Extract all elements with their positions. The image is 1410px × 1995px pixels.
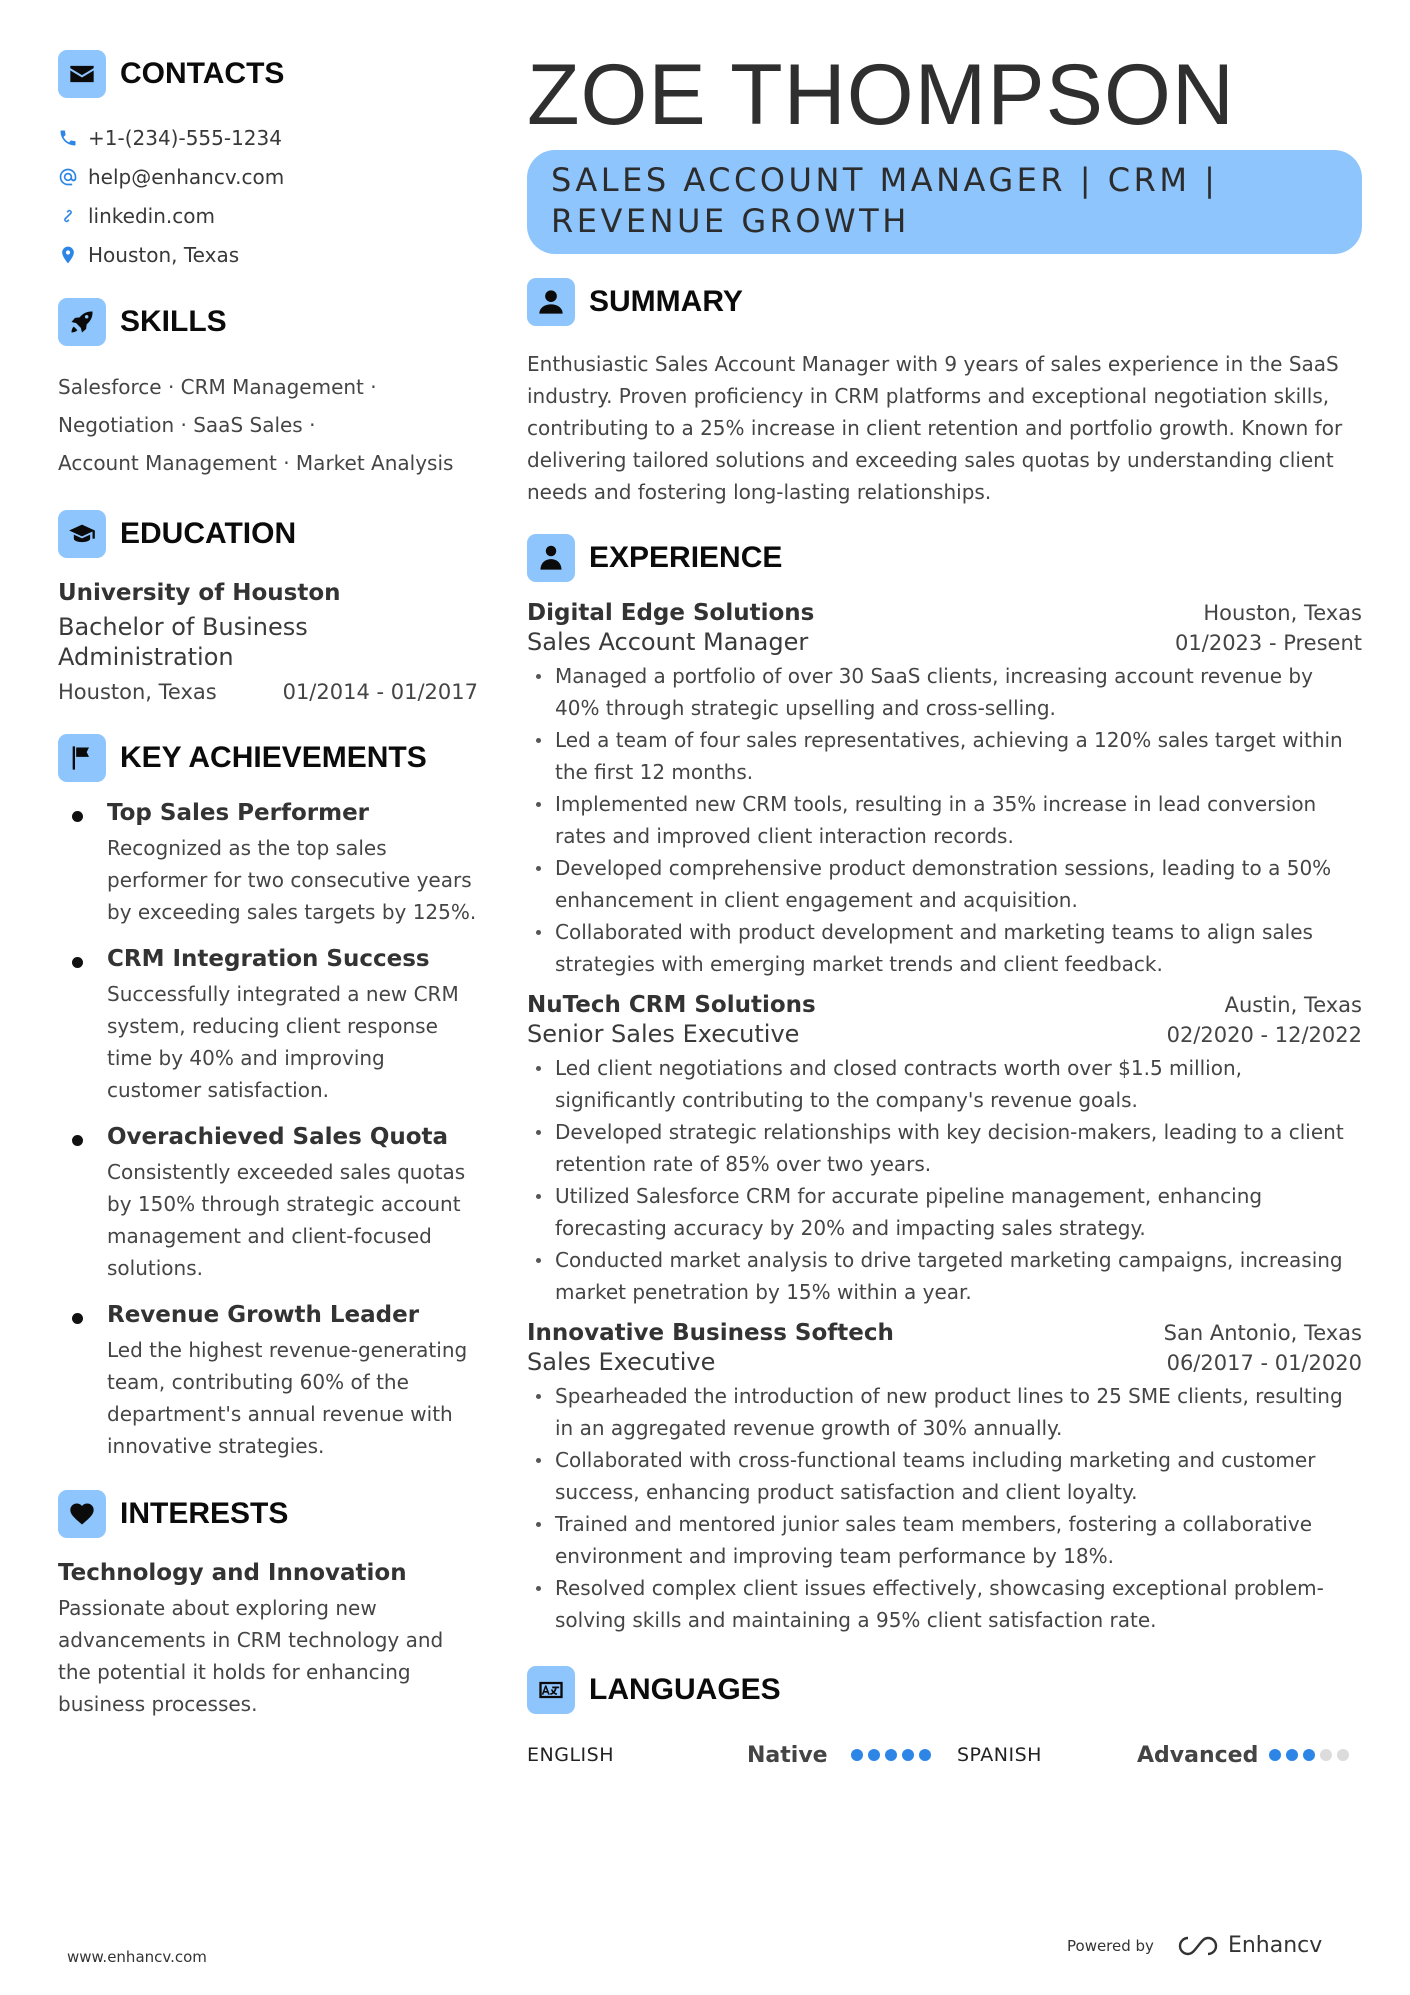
skills-line: Account Management · Market Analysis [58, 451, 454, 475]
envelope-icon [58, 50, 106, 98]
interests-section [58, 1490, 478, 1720]
job-role-row [527, 1348, 1362, 1376]
link-icon [58, 206, 78, 226]
job-title-banner [527, 150, 1362, 254]
summary-header [527, 278, 1362, 326]
achievement-item [58, 800, 478, 928]
contact-location [58, 235, 478, 274]
experience-title: EXPERIENCE [589, 541, 783, 574]
job-bullet: Led a team of four sales representatives, achieving a 120% sales target within the first 12 months. [527, 724, 1362, 788]
interests-header [58, 1490, 478, 1538]
job-dates: 06/2017 - 01/2020 [1166, 1351, 1362, 1375]
job-entry [527, 600, 1362, 980]
experience-header [527, 534, 1362, 582]
achievement-title: CRM Integration Success [107, 946, 430, 972]
achievement-desc: Led the highest revenue-generating team, contributing 60% of the department's annual revenue with innovative strategies. [107, 1338, 468, 1458]
job-bullet: Collaborated with cross-functional teams including marketing and customer success, enhancing product satisfaction and client loyalty. [527, 1444, 1362, 1508]
job-header-row [527, 992, 1362, 1018]
skills-line: Negotiation · SaaS Sales · [58, 413, 316, 437]
achievements-title: KEY ACHIEVEMENTS [120, 741, 427, 774]
languages-title: LANGUAGES [589, 1673, 781, 1706]
brand-name: Enhancv [1227, 1933, 1323, 1958]
contacts-section [58, 50, 478, 274]
job-bullets [527, 1052, 1362, 1308]
bullet-icon [72, 811, 83, 822]
footer-branding [1067, 1933, 1322, 1958]
contact-location-text: Houston, Texas [88, 242, 240, 267]
job-title-line: SALES ACCOUNT MANAGER | CRM | [551, 161, 1219, 199]
summary-title: SUMMARY [589, 285, 743, 318]
contact-email[interactable] [58, 157, 478, 196]
achievement-desc: Recognized as the top sales performer for two consecutive years by exceeding sales targets by 125%. [107, 836, 477, 924]
achievement-title: Top Sales Performer [107, 800, 370, 826]
bullet-icon [72, 957, 83, 968]
job-bullet: Trained and mentored junior sales team members, fostering a collaborative environment and improving team performance by 18%. [527, 1508, 1362, 1572]
job-bullets [527, 660, 1362, 980]
job-company: NuTech CRM Solutions [527, 992, 816, 1018]
education-section [58, 510, 478, 704]
skills-line: Salesforce · CRM Management · [58, 375, 377, 399]
job-role: Sales Executive [527, 1348, 716, 1376]
rocket-icon [58, 298, 106, 346]
heart-icon [58, 1490, 106, 1538]
education-header [58, 510, 478, 558]
job-bullet: Spearheaded the introduction of new product lines to 25 SME clients, resulting in an aggregated revenue growth of 30% annually. [527, 1380, 1362, 1444]
right-column [527, 48, 1362, 1770]
rating-dot-filled [902, 1749, 914, 1761]
flag-icon [58, 734, 106, 782]
job-header-row [527, 1320, 1362, 1346]
achievements-header [58, 734, 478, 782]
skills-title: SKILLS [120, 305, 227, 338]
education-degree: Bachelor of Business Administration [58, 613, 308, 671]
job-role: Sales Account Manager [527, 628, 809, 656]
achievement-item [58, 1302, 478, 1462]
rating-dot-filled [885, 1749, 897, 1761]
interests-title: INTERESTS [120, 1497, 289, 1530]
job-bullet: Utilized Salesforce CRM for accurate pipeline management, enhancing forecasting accuracy by 20% and impacting sales strategy. [527, 1180, 1362, 1244]
job-bullet: Developed strategic relationships with key decision-makers, leading to a client retention rate of 85% over two years. [527, 1116, 1362, 1180]
job-company: Digital Edge Solutions [527, 600, 815, 626]
contacts-title: CONTACTS [120, 57, 285, 90]
candidate-name: ZOE THOMPSON [527, 47, 1236, 143]
language-level: Advanced [1137, 1742, 1259, 1768]
language-name: SPANISH [957, 1744, 1042, 1766]
skills-section [58, 298, 478, 482]
graduation-cap-icon [58, 510, 106, 558]
languages-row [527, 1740, 1362, 1770]
job-entry [527, 1320, 1362, 1636]
brand-logo[interactable] [1176, 1933, 1322, 1958]
achievement-item [58, 1124, 478, 1284]
contact-list [58, 118, 478, 274]
languages-header [527, 1666, 1362, 1714]
job-entry [527, 992, 1362, 1308]
rating-dot-filled [851, 1749, 863, 1761]
contact-email-text: help@enhancv.com [88, 164, 285, 189]
job-location: Austin, Texas [1224, 993, 1362, 1017]
education-school: University of Houston [58, 580, 341, 606]
job-role: Senior Sales Executive [527, 1020, 800, 1048]
job-location: Houston, Texas [1203, 601, 1362, 625]
businessman-icon [527, 534, 575, 582]
job-bullet: Led client negotiations and closed contracts worth over $1.5 million, significantly contributing to the company's revenue goals. [527, 1052, 1362, 1116]
job-title-line: REVENUE GROWTH [551, 202, 910, 240]
interest-title: Technology and Innovation [58, 1560, 407, 1586]
rating-dot-filled [1286, 1749, 1298, 1761]
rating-dot-empty [1320, 1749, 1332, 1761]
experience-section [527, 534, 1362, 1636]
achievement-title: Overachieved Sales Quota [107, 1124, 449, 1150]
job-bullets [527, 1380, 1362, 1636]
interest-desc: Passionate about exploring new advancements in CRM technology and the potential it holds for enhancing business processes. [58, 1596, 444, 1716]
rating-dot-filled [919, 1749, 931, 1761]
rating-dot-filled [1303, 1749, 1315, 1761]
rating-dot-filled [1269, 1749, 1281, 1761]
achievement-desc: Consistently exceeded sales quotas by 150% through strategic account management and client-focused solutions. [107, 1160, 466, 1280]
language-name: ENGLISH [527, 1744, 614, 1766]
job-bullet: Developed comprehensive product demonstration sessions, leading to a 50% enhancement in client engagement and acquisition. [527, 852, 1362, 916]
language-rating [851, 1749, 931, 1761]
job-bullet: Conducted market analysis to drive targeted marketing campaigns, increasing market penetration by 15% within a year. [527, 1244, 1362, 1308]
language-level: Native [747, 1742, 828, 1768]
rating-dot-empty [1337, 1749, 1349, 1761]
job-dates: 02/2020 - 12/2022 [1166, 1023, 1362, 1047]
language-rating [1269, 1749, 1349, 1761]
translate-icon [527, 1666, 575, 1714]
contact-linkedin-text: linkedin.com [88, 203, 215, 228]
achievement-title: Revenue Growth Leader [107, 1302, 420, 1328]
contacts-header [58, 50, 478, 98]
achievement-item [58, 946, 478, 1106]
job-company: Innovative Business Softech [527, 1320, 894, 1346]
job-bullet: Managed a portfolio of over 30 SaaS clients, increasing account revenue by 40% through strategic upselling and cross-selling. [527, 660, 1362, 724]
education-title: EDUCATION [120, 517, 297, 550]
skills-list [58, 368, 478, 482]
enhancv-logo-icon [1176, 1934, 1220, 1958]
skills-header [58, 298, 478, 346]
job-bullet: Collaborated with product development and marketing teams to align sales strategies with emerging market trends and client feedback. [527, 916, 1362, 980]
job-dates: 01/2023 - Present [1175, 631, 1362, 655]
language-item [527, 1743, 957, 1768]
languages-section [527, 1666, 1362, 1770]
job-bullet: Resolved complex client issues effectively, showcasing exceptional problem-solving skills and maintaining a 95% client satisfaction rate. [527, 1572, 1362, 1636]
contact-phone[interactable] [58, 118, 478, 157]
job-role-row [527, 628, 1362, 656]
phone-icon [58, 128, 78, 148]
footer-website[interactable]: www.enhancv.com [67, 1948, 207, 1966]
rating-dot-filled [868, 1749, 880, 1761]
left-column [58, 50, 478, 1720]
achievement-desc: Successfully integrated a new CRM system, reducing client response time by 40% and improving customer satisfaction. [107, 982, 459, 1102]
education-dates: 01/2014 - 01/2017 [282, 680, 478, 704]
education-meta [58, 680, 478, 704]
bullet-icon [72, 1135, 83, 1146]
location-icon [58, 245, 78, 265]
education-location: Houston, Texas [58, 680, 217, 704]
job-bullet: Implemented new CRM tools, resulting in a 35% increase in lead conversion rates and improved client interaction records. [527, 788, 1362, 852]
contact-phone-text: +1-(234)-555-1234 [88, 125, 282, 150]
job-role-row [527, 1020, 1362, 1048]
powered-by-text: Powered by [1067, 1936, 1154, 1955]
user-icon [527, 278, 575, 326]
job-location: San Antonio, Texas [1163, 1321, 1362, 1345]
summary-text: Enthusiastic Sales Account Manager with 9 years of sales experience in the SaaS industry. Proven proficiency in CRM platforms and exceptional negotiation skills, contributing to a 25% increase in client retention and portfolio growth. Known for delivering tailored solutions and exceeding sales quotas by understanding client needs and fostering long-lasting relationships. [527, 352, 1343, 504]
language-item [957, 1743, 1362, 1768]
achievements-section [58, 734, 478, 1462]
bullet-icon [72, 1313, 83, 1324]
at-icon [58, 167, 78, 187]
summary-section [527, 278, 1362, 508]
job-header-row [527, 600, 1362, 626]
contact-linkedin[interactable] [58, 196, 478, 235]
